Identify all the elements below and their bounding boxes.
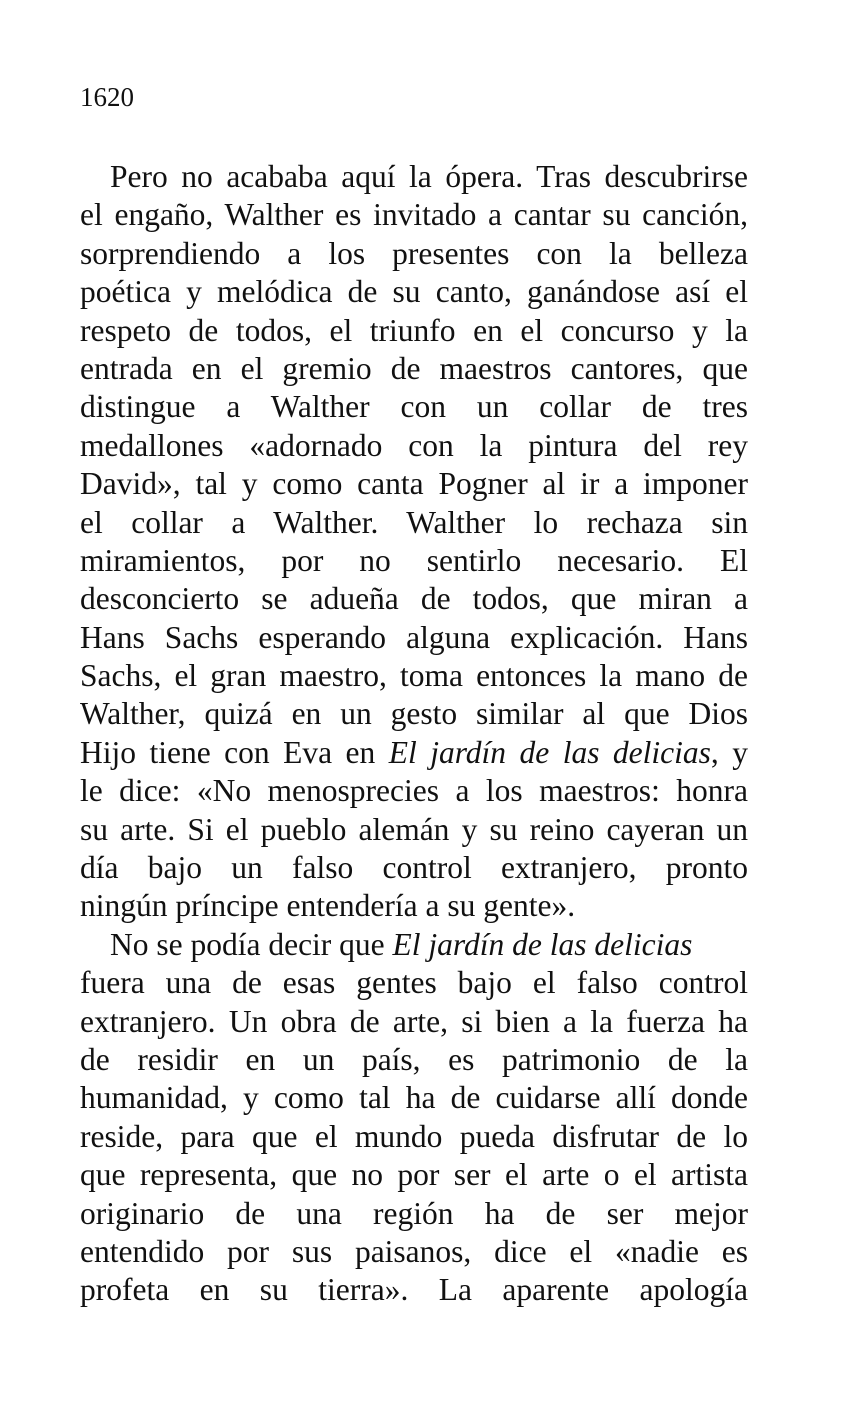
- text-segment: miramientos, por no sentirlo necesario. El: [80, 542, 748, 578]
- text-line: [80, 1003, 748, 1041]
- text-line: [80, 196, 748, 234]
- text-segment: Hans Sachs esperando alguna explicación. Hans: [80, 619, 748, 655]
- text-line: [80, 695, 748, 733]
- text-line: [80, 1233, 748, 1271]
- text-segment: humanidad, y como tal ha de cuidarse allí donde: [80, 1080, 748, 1116]
- text-segment: respeto de todos, el triunfo en el concurso y la: [80, 312, 748, 348]
- text-segment: día bajo un falso control extranjero, pronto: [80, 850, 748, 886]
- text-segment: fuera una de esas gentes bajo el falso control: [80, 965, 748, 1001]
- text-line: [80, 734, 748, 772]
- text-segment: que representa, que no por ser el arte o el artista: [80, 1157, 748, 1193]
- page-number: 1620: [80, 82, 134, 112]
- text-line: [80, 542, 748, 580]
- text-segment: el collar a Walther. Walther lo rechaza sin: [80, 504, 748, 540]
- text-line: [80, 887, 748, 925]
- text-segment: distingue a Walther con un collar de tres: [80, 389, 748, 425]
- text-line: [80, 1271, 748, 1309]
- text-line: [80, 657, 748, 695]
- text-segment: poética y melódica de su canto, ganándose así el: [80, 274, 748, 310]
- text-segment: su arte. Si el pueblo alemán y su reino cayeran un: [80, 811, 748, 847]
- text-segment: Walther, quizá en un gesto similar al que Dios: [80, 696, 748, 732]
- text-segment: Sachs, el gran maestro, toma entonces la mano de: [80, 658, 748, 694]
- text-segment: ningún príncipe entendería a su gente».: [80, 888, 576, 924]
- text-line: [80, 1156, 748, 1194]
- text-segment: Pero no acababa aquí la ópera. Tras descubrirse: [110, 159, 748, 194]
- text-line: [80, 273, 748, 311]
- text-segment: , y: [710, 734, 748, 770]
- text-segment: profeta en su tierra». La aparente apología: [80, 1272, 748, 1308]
- book-page: [80, 78, 748, 1310]
- text-line: [80, 811, 748, 849]
- text-segment: sorprendiendo a los presentes con la belleza: [80, 235, 748, 271]
- text-segment: No se podía decir que: [110, 926, 393, 962]
- text-segment: el engaño, Walther es invitado a cantar su canción,: [80, 197, 748, 233]
- text-line: [80, 465, 748, 503]
- text-line: [80, 504, 748, 542]
- text-segment: le dice: «No menosprecies a los maestros: honra: [80, 773, 748, 809]
- text-segment: entendido por sus paisanos, dice el «nadie es: [80, 1233, 748, 1269]
- text-line: [80, 580, 748, 618]
- paragraph: [80, 926, 748, 1310]
- body-text: [80, 158, 748, 1310]
- text-line: [80, 926, 748, 964]
- text-line: [80, 388, 748, 426]
- text-segment: extranjero. Un obra de arte, si bien a la fuerza ha: [80, 1003, 748, 1039]
- text-segment: de residir en un país, es patrimonio de la: [80, 1041, 748, 1077]
- text-line: [80, 964, 748, 1002]
- text-line: [80, 1118, 748, 1156]
- text-segment: medallones «adornado con la pintura del rey: [80, 427, 748, 463]
- text-line: [80, 1195, 748, 1233]
- text-line: [80, 772, 748, 810]
- text-line: [80, 427, 748, 465]
- text-line: [80, 849, 748, 887]
- text-line: [80, 312, 748, 350]
- text-segment: desconcierto se adueña de todos, que miran a: [80, 581, 748, 617]
- text-line: [80, 619, 748, 657]
- text-line: [80, 1041, 748, 1079]
- text-line: [80, 158, 748, 196]
- text-line: [80, 350, 748, 388]
- italic-title: El jardín de las delicias: [392, 926, 693, 962]
- italic-title: El jardín de las delicias: [388, 734, 711, 770]
- text-line: [80, 1079, 748, 1117]
- text-line: [80, 235, 748, 273]
- text-segment: originario de una región ha de ser mejor: [80, 1195, 748, 1231]
- text-segment: entrada en el gremio de maestros cantores, que: [80, 350, 748, 386]
- paragraph: [80, 158, 748, 926]
- text-segment: reside, para que el mundo pueda disfrutar de lo: [80, 1118, 748, 1154]
- text-segment: Hijo tiene con Eva en: [80, 734, 389, 770]
- text-segment: David», tal y como canta Pogner al ir a imponer: [80, 466, 748, 502]
